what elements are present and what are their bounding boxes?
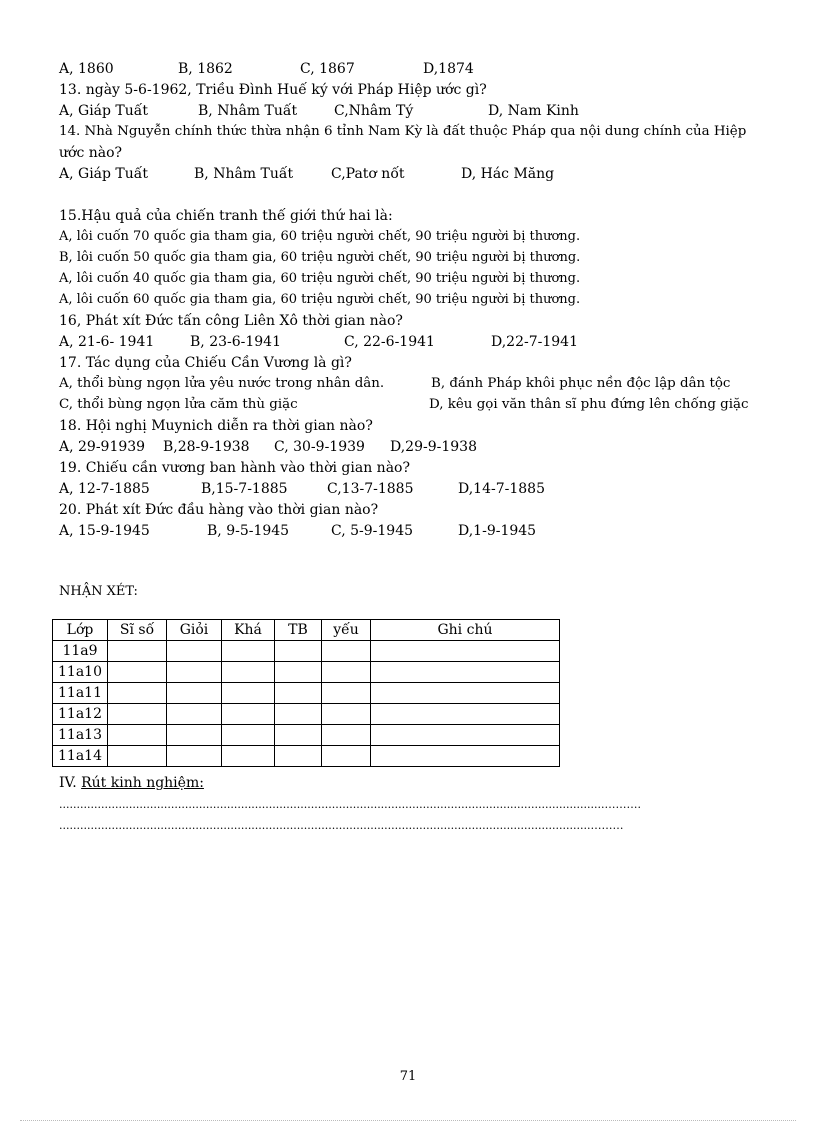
q15-option-1: A, lôi cuốn 70 quốc gia tham gia, 60 triệu người chết, 90 triệu người bị thương. — [59, 229, 581, 244]
q14-option-a: A, Giáp Tuất — [59, 166, 148, 182]
q14-option-d: D, Hác Măng — [461, 166, 555, 182]
q16-question: 16, Phát xít Đức tấn công Liên Xô thời gian nào? — [59, 313, 403, 329]
q13-option-a: A, Giáp Tuất — [59, 103, 148, 119]
q19-option-d: D,14-7-1885 — [458, 481, 545, 497]
experience-heading — [59, 775, 204, 791]
q13-option-b: B, Nhâm Tuất — [198, 103, 298, 119]
page-number: 71 — [399, 1069, 417, 1084]
q17-option-a: A, thổi bùng ngọn lửa yêu nước trong nhân dân. — [59, 376, 385, 391]
q20-option-b: B, 9-5-1945 — [207, 523, 290, 539]
q13-option-c: C,Nhâm Tý — [334, 103, 414, 119]
q18-option-a: A, 29-91939 — [59, 439, 146, 455]
q14-question-line2: ước nào? — [59, 145, 123, 161]
table-row — [53, 641, 560, 662]
header-good: Giỏi — [167, 620, 222, 641]
q15-option-2: B, lôi cuốn 50 quốc gia tham gia, 60 triệu người chết, 90 triệu người bị thương. — [59, 250, 581, 265]
q18-option-b: B,28-9-1938 — [163, 439, 250, 455]
q14-option-c: C,Patơ nốt — [331, 166, 405, 182]
q19-option-b: B,15-7-1885 — [201, 481, 288, 497]
q13-option-d: D, Nam Kinh — [488, 103, 579, 119]
review-heading: NHẬN XÉT: — [59, 584, 138, 599]
table-row — [53, 746, 560, 767]
q20-question: 20. Phát xít Đức đầu hàng vào thời gian nào? — [59, 502, 379, 518]
q16-option-b: B, 23-6-1941 — [190, 334, 281, 350]
class-cell: 11a13 — [53, 725, 108, 746]
q14-option-b: B, Nhâm Tuất — [194, 166, 294, 182]
experience-prefix: IV. — [59, 775, 77, 791]
class-cell: 11a11 — [53, 683, 108, 704]
experience-line-1: ............................................................................................................................................................………. — [59, 798, 641, 811]
table-header-row — [53, 620, 560, 641]
table-row — [53, 683, 560, 704]
q17-option-b: B, đánh Pháp khôi phục nền độc lập dân tộc — [431, 376, 731, 391]
class-cell: 11a12 — [53, 704, 108, 725]
q19-option-c: C,13-7-1885 — [327, 481, 414, 497]
class-cell: 11a9 — [53, 641, 108, 662]
q18-option-d: D,29-9-1938 — [390, 439, 477, 455]
table-row — [53, 725, 560, 746]
experience-line-2: ........................................................................................................................................................……… — [59, 819, 624, 832]
q12-option-a: A, 1860 — [59, 61, 114, 77]
header-total: Sĩ số — [108, 620, 167, 641]
q19-option-a: A, 12-7-1885 — [59, 481, 150, 497]
q12-option-d: D,1874 — [423, 61, 474, 77]
class-cell: 11a14 — [53, 746, 108, 767]
header-weak: yếu — [322, 620, 371, 641]
q16-option-d: D,22-7-1941 — [491, 334, 578, 350]
experience-title: Rút kinh nghiệm: — [81, 775, 204, 791]
header-average: TB — [275, 620, 322, 641]
class-cell: 11a10 — [53, 662, 108, 683]
q12-option-b: B, 1862 — [178, 61, 233, 77]
q15-option-3: A, lôi cuốn 40 quốc gia tham gia, 60 triệu người chết, 90 triệu người bị thương. — [59, 271, 581, 286]
q17-question: 17. Tác dụng của Chiếu Cần Vương là gì? — [59, 355, 352, 371]
q17-option-d: D, kêu gọi văn thân sĩ phu đứng lên chống giặc — [429, 397, 749, 412]
q20-option-a: A, 15-9-1945 — [59, 523, 150, 539]
q15-question: 15.Hậu quả của chiến tranh thế giới thứ hai là: — [59, 208, 393, 224]
q17-option-c: C, thổi bùng ngọn lửa căm thù giặc — [59, 397, 298, 412]
q12-option-c: C, 1867 — [300, 61, 355, 77]
q19-question: 19. Chiếu cần vương ban hành vào thời gian nào? — [59, 460, 410, 476]
q18-option-c: C, 30-9-1939 — [274, 439, 365, 455]
header-class: Lớp — [53, 620, 108, 641]
q15-option-4: A, lôi cuốn 60 quốc gia tham gia, 60 triệu người chết, 90 triệu người bị thương. — [59, 292, 581, 307]
q16-option-c: C, 22-6-1941 — [344, 334, 435, 350]
q14-question-line1: 14. Nhà Nguyễn chính thức thừa nhận 6 tỉnh Nam Kỳ là đất thuộc Pháp qua nội dung chính của Hiệp — [59, 124, 747, 139]
table-row — [53, 662, 560, 683]
header-fair: Khá — [222, 620, 275, 641]
q20-option-d: D,1-9-1945 — [458, 523, 537, 539]
table-row — [53, 704, 560, 725]
q18-question: 18. Hội nghị Muynich diễn ra thời gian nào? — [59, 418, 373, 434]
q20-option-c: C, 5-9-1945 — [331, 523, 414, 539]
q16-option-a: A, 21-6- 1941 — [59, 334, 155, 350]
header-notes: Ghi chú — [371, 620, 560, 641]
review-table — [52, 619, 560, 767]
q13-question: 13. ngày 5-6-1962, Triều Đình Huế ký với Pháp Hiệp ước gì? — [59, 82, 487, 98]
page-bottom-divider — [20, 1120, 796, 1121]
